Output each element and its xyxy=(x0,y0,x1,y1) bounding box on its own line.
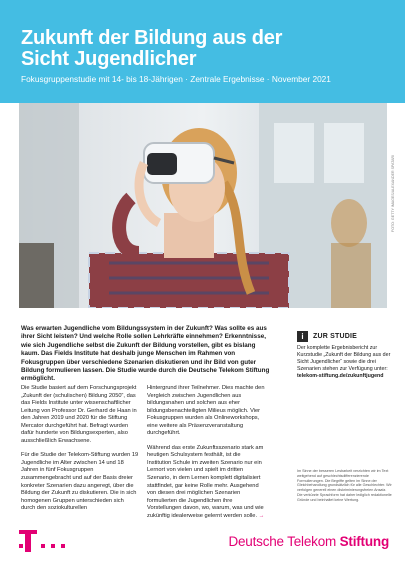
vr-student-illustration xyxy=(19,103,387,308)
title-line-2: Sicht Jugendlicher xyxy=(21,48,197,70)
header-banner xyxy=(0,0,405,103)
gender-footnote: Im Sinne der besseren Lesbarkeit verzichten wir im Text weitgehend auf geschlechtsdifferenzierende Formulierungen. Die Begriffe gelten im Sinne der Gleichbehandlung grundsätzlich für alle Geschlechter. Wir verfolgen generell einen diskriminierungsfreien Ansatz. Die verkürzte Sprachform hat daher lediglich redaktionelle Gründe und beinhaltet keine Wertung. xyxy=(297,469,392,502)
page-subtitle: Fokusgruppenstudie mit 14- bis 18-Jährigen · Zentrale Ergebnisse · November 2021 xyxy=(21,74,331,84)
sidebar-title: ZUR STUDIE xyxy=(313,333,357,340)
body-paragraph: Für die Studie der Telekom-Stiftung wurden 19 Jugendliche im Alter zwischen 14 und 18 Jahren in fünf Fokusgruppen zusammengebracht und auf der Basis dreier konkreter Szenarien dazu angeregt, über die Bildung der Zukunft zu diskutieren. Die in sich homogenen Gruppen unterschieden sich durch den soziokulturellen xyxy=(21,452,139,512)
body-column-1 xyxy=(21,385,139,520)
brand-wordmark xyxy=(228,534,389,550)
sidebar-description: Der komplette Ergebnisbericht zur Kurzstudie „Zukunft der Bildung aus der Sicht Jugendlicher“ sowie die drei Szenarien stehen zur Verfügung unter: xyxy=(297,345,391,372)
continue-arrow-icon: → xyxy=(258,512,265,519)
body-paragraph xyxy=(147,445,265,520)
hero-photo xyxy=(19,103,387,308)
page-title xyxy=(21,28,391,70)
brand-name-bold: Stiftung xyxy=(339,534,389,549)
sidebar-heading xyxy=(297,331,357,342)
title-line-1: Zukunft der Bildung aus der xyxy=(21,27,283,49)
body-column-2 xyxy=(147,385,265,527)
body-paragraph-text: Während das erste Zukunftsszenario stark am heutigen Schulsystem festhält, ist die Institution Schule im zweiten Szenario nur ein Lernort von vielen und spielt im dritten Szenario, in dem Lernen komplett digitalisiert stattfindet, gar keine Rolle mehr. Ausgehend von diesen drei möglichen Szenarien formulierten die Jugendlichen ihre Vorstellungen davon, wo, warum, was und wie zukünftig idealerweise gelernt werden solle. xyxy=(147,444,264,519)
photo-credit: FOTO: GETTY IMAGES/ALEXANDER SPATARI xyxy=(391,154,395,232)
brand-name: Deutsche Telekom xyxy=(228,534,340,549)
telekom-logo-icon xyxy=(19,530,75,552)
sidebar-text xyxy=(297,345,392,380)
info-icon: i xyxy=(297,331,308,342)
intro-paragraph: Was erwarten Jugendliche vom Bildungssystem in der Zukunft? Was sollte es aus ihrer Sicht leisten? Und welche Rolle sollen Lehrkräfte einnehmen? Erkenntnisse, wie sich Jugendliche selbst die Zukunft der Bildung vorstellen, gibt es bislang kaum. Das Fields Institute hat deshalb junge Menschen im Rahmen von Fokusgruppen über verschiedene Szenarien diskutieren und ihr Bild von guter Bildung formulieren lassen. Die Studie wurde durch die Deutsche Telekom Stiftung ermöglicht. xyxy=(21,325,270,383)
body-paragraph: Hintergrund ihrer Teilnehmer. Dies machte den Vergleich zwischen Jugendlichen aus bildungsnahen und solchen aus eher bildungsbenachteiligten Milieus möglich. Vier Fokusgruppen wurden als Onlineworkshops, eine weitere als Präsenzveranstaltung durchgeführt. xyxy=(147,385,265,437)
study-link[interactable]: telekom-stiftung.de/zukunftjugend xyxy=(297,373,384,379)
body-paragraph: Die Studie basiert auf dem Forschungsprojekt „Zukunft der (schulischen) Bildung 2050“, das das Fields Institute unter wissenschaftlicher Leitung von Professor Dr. Gerhard de Haan in den Jahren 2019 und 2020 für die Stiftung Mercator durchgeführt hat. Befragt wurden dafür hunderte von Bildungsexperten, also ausschließlich Erwachsene. xyxy=(21,385,137,444)
